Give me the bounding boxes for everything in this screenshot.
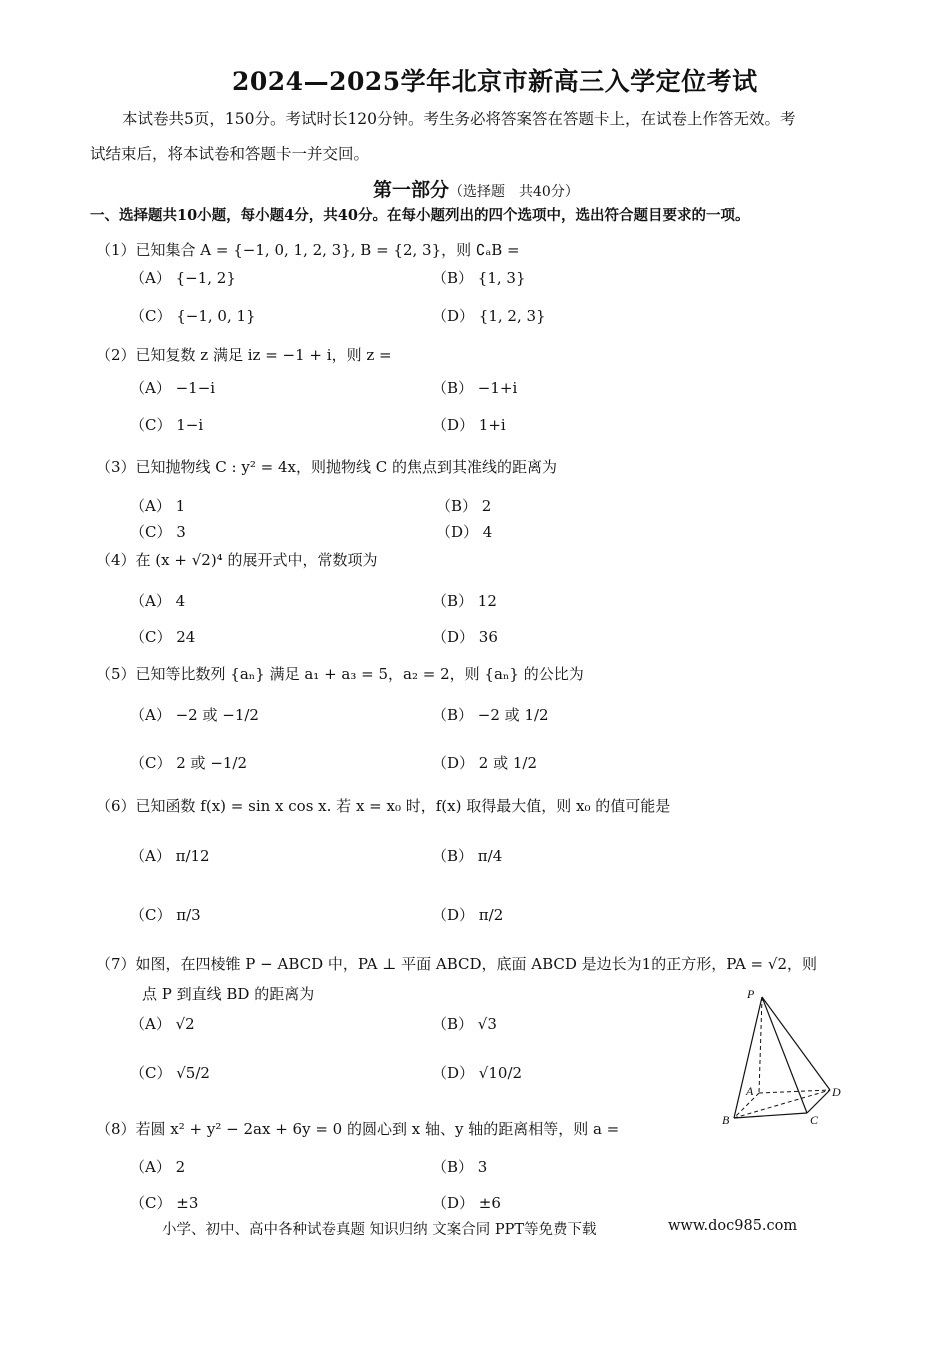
question-4-option-d: （D） 36 <box>432 628 498 646</box>
question-6-stem: （6）已知函数 f(x) = sin x cos x. 若 x = x₀ 时，f(x) 取得最大值，则 x₀ 的值可能是 <box>96 797 671 815</box>
part-title: 第一部分 <box>373 179 450 201</box>
question-6-option-c: （C） π/3 <box>130 906 201 924</box>
question-2-option-b: （B） −1+i <box>432 379 518 397</box>
question-2-stem: （2）已知复数 z 满足 iz = −1 + i，则 z = <box>96 346 392 364</box>
footer-text: 小学、初中、高中各种试卷真题 知识归纳 文案合同 PPT等免费下载 <box>162 1222 597 1238</box>
question-4-option-a: （A） 4 <box>130 592 186 610</box>
question-1-option-c: （C） {−1, 0, 1} <box>130 307 256 325</box>
question-5-option-d: （D） 2 或 1/2 <box>432 754 538 772</box>
question-1-option-b: （B） {1, 3} <box>432 269 526 287</box>
label-a: A <box>746 1084 754 1098</box>
edge-pd <box>762 997 830 1090</box>
edge-bc <box>734 1113 807 1118</box>
label-b: B <box>722 1113 730 1127</box>
question-7-option-a: （A） √2 <box>130 1015 195 1033</box>
question-6-option-d: （D） π/2 <box>432 906 504 924</box>
question-2-option-a: （A） −1−i <box>130 379 216 397</box>
label-d: D <box>832 1085 841 1099</box>
question-5-option-a: （A） −2 或 −1/2 <box>130 706 259 724</box>
question-2-option-c: （C） 1−i <box>130 416 204 434</box>
question-6-option-a: （A） π/12 <box>130 847 210 865</box>
question-4-stem: （4）在 (x + √2)⁴ 的展开式中，常数项为 <box>96 551 378 569</box>
pyramid-diagram <box>712 985 852 1130</box>
question-2-option-d: （D） 1+i <box>432 416 506 434</box>
intro-line-1: 本试卷共5页，150分。考试时长120分钟。考生务必将答案答在答题卡上，在试卷上作答无效。考 <box>122 110 796 128</box>
intro-line-2: 试结束后，将本试卷和答题卡一并交回。 <box>90 145 370 163</box>
question-4-option-c: （C） 24 <box>130 628 196 646</box>
part-heading <box>373 175 579 202</box>
question-3-option-d: （D） 4 <box>436 523 493 541</box>
question-7-option-b: （B） √3 <box>432 1015 497 1033</box>
question-8-option-d: （D） ±6 <box>432 1194 501 1212</box>
part-note: （选择题 共40分） <box>449 184 579 200</box>
footer-url[interactable]: www.doc985.com <box>668 1218 798 1234</box>
question-8-stem: （8）若圆 x² + y² − 2ax + 6y = 0 的圆心到 x 轴、y 轴的距离相等，则 a = <box>96 1120 620 1138</box>
question-8-option-c: （C） ±3 <box>130 1194 199 1212</box>
question-5-stem: （5）已知等比数列 {aₙ} 满足 a₁ + a₃ = 5，a₂ = 2，则 {aₙ} 的公比为 <box>96 665 584 683</box>
question-3-option-a: （A） 1 <box>130 497 186 515</box>
edge-pb <box>734 997 762 1118</box>
edge-ad <box>759 1090 830 1093</box>
question-3-option-c: （C） 3 <box>130 523 186 541</box>
question-3-option-b: （B） 2 <box>436 497 492 515</box>
question-7-stem-continued: 点 P 到直线 BD 的距离为 <box>142 985 315 1003</box>
question-7-stem: （7）如图，在四棱锥 P − ABCD 中，PA ⊥ 平面 ABCD，底面 ABCD 是边长为1的正方形，PA = √2，则 <box>96 955 817 973</box>
question-5-option-b: （B） −2 或 1/2 <box>432 706 549 724</box>
question-5-option-c: （C） 2 或 −1/2 <box>130 754 248 772</box>
question-3-stem: （3）已知抛物线 C : y² = 4x，则抛物线 C 的焦点到其准线的距离为 <box>96 458 557 476</box>
question-8-option-a: （A） 2 <box>130 1158 186 1176</box>
question-1-option-a: （A） {−1, 2} <box>130 269 236 287</box>
edge-pc <box>762 997 807 1113</box>
question-4-option-b: （B） 12 <box>432 592 497 610</box>
question-6-option-b: （B） π/4 <box>432 847 503 865</box>
question-1-stem: （1）已知集合 A = {−1, 0, 1, 2, 3}, B = {2, 3}，则 ∁ₐB = <box>96 241 520 259</box>
section-instructions: 一、选择题共10小题，每小题4分，共40分。在每小题列出的四个选项中，选出符合题目要求的一项。 <box>90 207 750 224</box>
label-c: C <box>810 1113 819 1127</box>
page-title: 2024—2025学年北京市新高三入学定位考试 <box>232 67 758 96</box>
edge-pa <box>759 997 762 1093</box>
label-p: P <box>747 987 755 1001</box>
question-7-option-d: （D） √10/2 <box>432 1064 523 1082</box>
question-1-option-d: （D） {1, 2, 3} <box>432 307 546 325</box>
question-8-option-b: （B） 3 <box>432 1158 488 1176</box>
question-7-option-c: （C） √5/2 <box>130 1064 210 1082</box>
